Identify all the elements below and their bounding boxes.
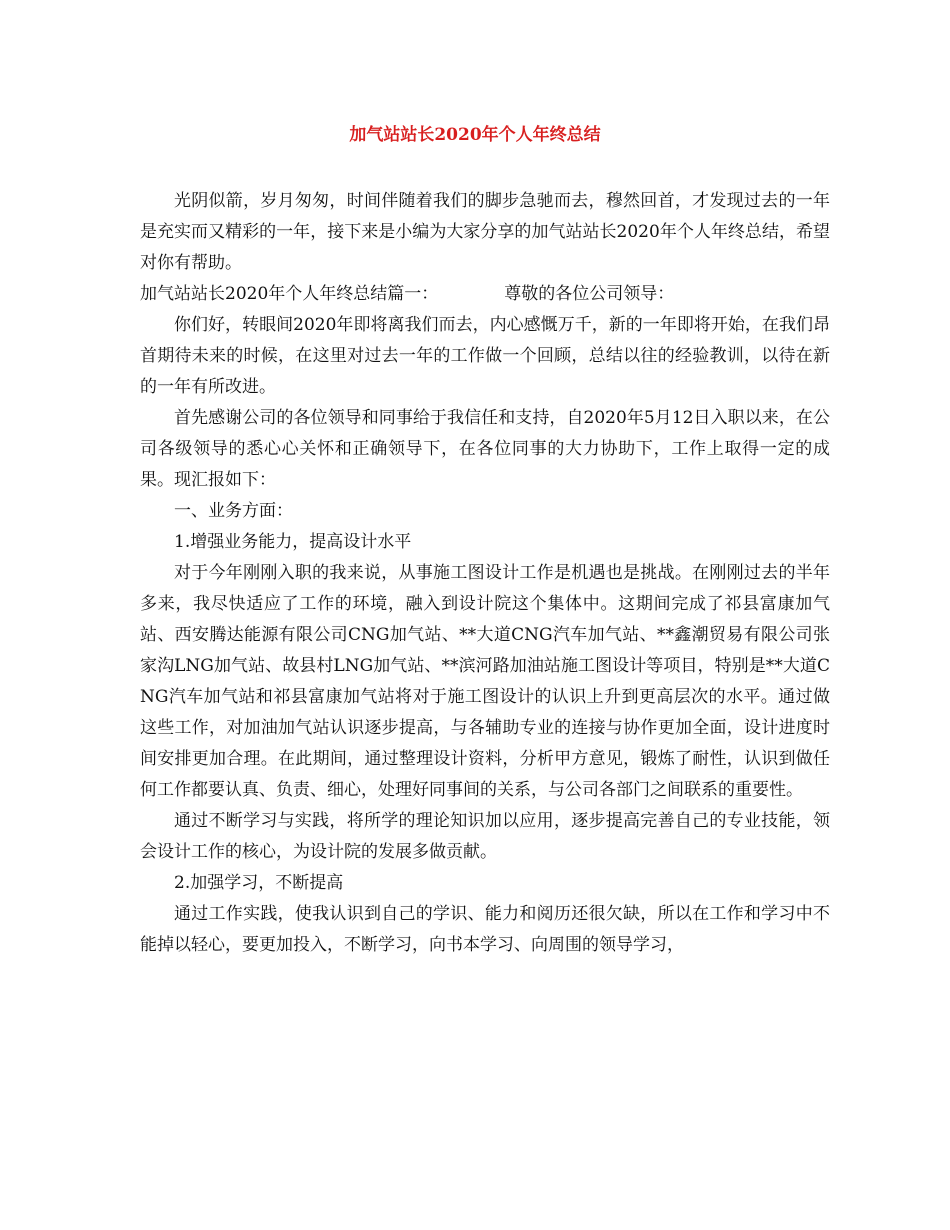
paragraph-projects: 对于今年刚刚入职的我来说，从事施工图设计工作是机遇也是挑战。在刚刚过去的半年多来，我尽快适应了工作的环境，融入到设计院这个集体中。这期间完成了祁县富康加气站、西安腾达能源有限公司CNG加气站、**大道CNG汽车加气站、**鑫潮贸易有限公司张家沟LNG加气站、故县村LNG加气站、**滨河路加油站施工图设计等项目，特别是**大道CNG汽车加气站和祁县富康加气站将对于施工图设计的认识上升到更高层次的水平。通过做这些工作，对加油加气站认识逐步提高，与各辅助专业的连接与协作更加全面，设计进度时间安排更加合理。在此期间，通过整理设计资料，分析甲方意见，锻炼了耐性，认识到做任何工作都要认真、负责、细心，处理好同事间的关系，与公司各部门之间联系的重要性。 [140, 563, 830, 800]
subheading-ability: 1.增强业务能力，提高设计水平 [174, 532, 412, 552]
part-heading-line [140, 279, 830, 310]
document-body [140, 186, 830, 961]
part-heading: 加气站站长2020年个人年终总结篇一： [140, 284, 439, 304]
paragraph-greeting: 你们好，转眼间2020年即将离我们而去，内心感慨万千，新的一年即将开始，在我们昂首期待未来的时候，在这里对过去一年的工作做一个回顾，总结以往的经验教训，以待在新的一年有所改进。 [140, 315, 830, 397]
paragraph-study: 通过工作实践，使我认识到自己的学识、能力和阅历还很欠缺，所以在工作和学习中不能掉以轻心，要更加投入，不断学习，向书本学习、向周围的领导学习， [140, 904, 830, 955]
intro-paragraph: 光阴似箭，岁月匆匆，时间伴随着我们的脚步急驰而去，穆然回首，才发现过去的一年是充实而又精彩的一年，接下来是小编为大家分享的加气站站长2020年个人年终总结，希望对你有帮助。 [140, 191, 830, 273]
section-heading-business: 一、业务方面： [174, 501, 293, 521]
document-title: 加气站站长2020年个人年终总结 [349, 125, 601, 145]
paragraph-thanks: 首先感谢公司的各位领导和同事给于我信任和支持，自2020年5月12日入职以来，在公司各级领导的悉心心关怀和正确领导下，在各位同事的大力协助下，工作上取得一定的成果。现汇报如下： [140, 408, 830, 490]
salutation: 尊敬的各位公司领导： [504, 284, 675, 304]
paragraph-practice: 通过不断学习与实践，将所学的理论知识加以应用，逐步提高完善自己的专业技能，领会设计工作的核心，为设计院的发展多做贡献。 [140, 811, 830, 862]
subheading-study: 2.加强学习，不断提高 [174, 873, 344, 893]
